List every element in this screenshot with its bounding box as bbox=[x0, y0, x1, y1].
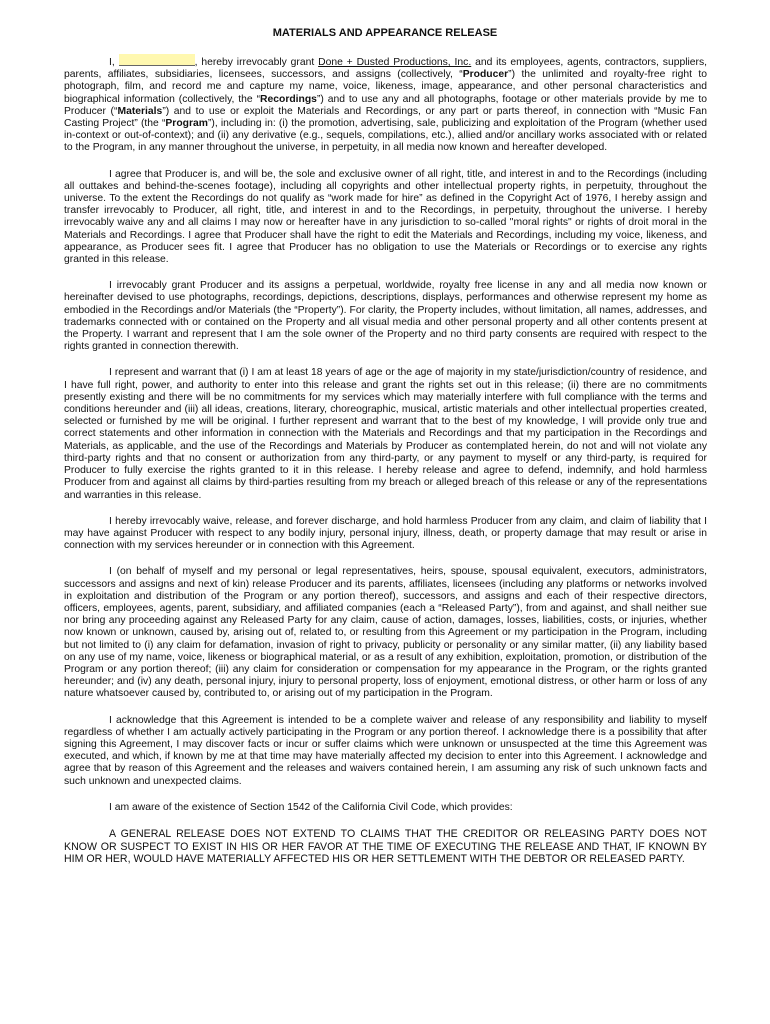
paragraph-section-1542: A GENERAL RELEASE DOES NOT EXTEND TO CLAIMS THAT THE CREDITOR OR RELEASING PARTY DOES NOT KNOW OR SUSPECT TO EXIST IN HIS OR HER FAVOR AT THE TIME OF EXECUTING THE RELEASE AND THAT, IF KNOWN BY HIM OR HER, WOULD HAVE MATERIALLY AFFECTED HIS OR HER SETTLEMENT WITH THE DEBTOR OR RELEASED PARTY. bbox=[64, 827, 707, 866]
paragraph-release: I (on behalf of myself and my personal or legal representatives, heirs, spouse, spousal equivalent, executors, administrators, successors and assigns and next of kin) release Producer and its parents, affiliates, licensees (including any platforms or networks involved in exploitation and distribution of the Program or any portion thereof), successors, and assigns and each of their respective directors, officers, employees, agents, parent, subsidiary, and affiliated companies (each a “Released Party”), from and against, and shall neither sue nor bring any proceeding against any Released Party for any claim, cause of action, damages, losses, liabilities, costs, or injuries, whether now known or unknown, caused by, arising out of, related to, or resulting from this Agreement or my participation in the Program, including but not limited to (i) any claim for defamation, invasion of right to privacy, publicity or personality or any similar matter, (ii) any liability based on any use of my name, voice, likeness or biographical material, or as a result of any exhibition, exploitation, promotion, or distribution of the Program or any portion thereof; (iii) any claim for consideration or compensation for my appearance in the Program, or the rights granted hereunder; and (iv) any death, personal injury, injury to personal property, loss of enjoyment, emotional distress, or other harm or loss of any nature whatsoever caused by, contributed to, or arising out of my participation in the Program. bbox=[64, 566, 707, 700]
grant-text-b: and its employees, agents, contractors, suppliers, parents, affiliates, subsidiaries, licensees, successors, and assigns (collectively, “ bbox=[64, 57, 708, 81]
paragraph-civil-code: I am aware of the existence of Section 1542 of the California Civil Code, which provides: bbox=[109, 801, 513, 813]
document-title: MATERIALS AND APPEARANCE RELEASE bbox=[272, 27, 498, 39]
grant-text-c: ”) the unlimited and royalty-free right to photograph, film, and record me and capture my name, voice, likeness, image, appearance, and other personal characteristics and biographical information (collectively, the “ bbox=[64, 69, 707, 105]
grant-text-a: , hereby irrevocably grant bbox=[194, 57, 315, 68]
term-recordings: Recordings bbox=[260, 93, 317, 105]
paragraph-waiver: I hereby irrevocably waive, release, and forever discharge, and hold harmless Producer from any claim, and claim of liability that I may have against Producer with respect to any bodily injury, personal injury, illness, death, or property damage that may result or arise in connection with my services hereunder or in connection with this Agreement. bbox=[64, 515, 707, 552]
paragraph-property-license: I irrevocably grant Producer and its assigns a perpetual, worldwide, royalty free license in any and all media now known or hereinafter devised to use photographs, recordings, depictions, descriptions, displays, performances and otherwise represent my home as embodied in the Recordings and/or Materials (the “Property”). For clarity, the Property includes, without limitation, all names, addresses, and trademarks connected with or contained on the Property and all visual media and other personal property and all other contents present at the Property. I warrant and represent that I am the sole owner of the Property and no third party consents are required with respect to the rights granted in connection therewith. bbox=[64, 280, 707, 353]
grant-intro: I, bbox=[109, 57, 115, 68]
grant-text-e: ”) and to use or exploit the Materials and Recordings, or any part or parts thereof, in connection with “Music Fan Casting Project” (the “ bbox=[64, 105, 708, 130]
grant-text-f: ”), including in: (i) the promotion, advertising, sale, publicizing and exploitation of the Program (whether used in-context or out-of-context); and (ii) any derivative (e.g., sequels, compilations, etc.), allied and/or ancillary works associated with or related to the Program, in any manner throughout the universe, in perpetuity, in all media now known and hereafter developed. bbox=[64, 118, 707, 154]
name-input-field[interactable] bbox=[119, 54, 195, 66]
grant-text-d: ”) and to use any and all photographs, footage or other materials provide by me to Producer (“ bbox=[64, 93, 707, 117]
paragraph-representations: I represent and warrant that (i) I am at least 18 years of age or the age of majority in my state/jurisdiction/country of residence, and I have full right, power, and authority to enter into this release and grant the rights set out in this release; (ii) there are no commitments presently existing and there will be no commitments for my services which may materially interfere with full compliance with the terms and conditions hereunder and (iii) all ideas, creations, literary, choreographic, musical, artistic materials and other intellectual properties created, selected or furnished by me will be original. I further represent and warrant that to the best of my knowledge, I will provide only true and correct statements and other information in connection with the Materials and Recordings and that my participation in the Recordings and Materials, as applicable, and the use of the Recordings and Materials by Producer as contemplated herein, do not and will not violate any third-party rights and that no consent or authorization from any third-party, or any payment to myself or any third-party, is required for Producer to fully exercise the rights granted to it in this release. I hereby release and agree to defend, indemnify, and hold harmless Producer from and against all claims by third-parties resulting from my breach or alleged breach of this release or any of the representations and warranties in this release. bbox=[64, 367, 707, 501]
term-producer: Producer bbox=[462, 69, 509, 81]
grantee-name: Done + Dusted Productions, Inc. bbox=[318, 57, 472, 68]
term-materials: Materials bbox=[117, 105, 163, 117]
paragraph-ownership: I agree that Producer is, and will be, the sole and exclusive owner of all right, title, and interest in and to the Recordings (including all outtakes and behind-the-scenes footage), including all copyrights and other intellectual property rights, in perpetuity, throughout the universe. To the extent the Recordings do not qualify as “work made for hire” as defined in the Copyright Act of 1976, I hereby assign and transfer irrevocably to Producer, all right, title, and interest in and to the Recordings, in perpetuity, throughout the universe. I hereby irrevocably waive any and all claims I may now or hereafter have in any jurisdiction to so-called "moral rights" or rights of droit moral in the Materials and Recordings. I agree that Producer shall have the right to edit the Materials and Recordings, including my voice, likeness, and appearance, as Producer sees fit. I agree that Producer has no obligation to use the Materials or Recordings or to exercise any rights granted in this release. bbox=[64, 168, 707, 266]
document-body bbox=[64, 54, 707, 880]
paragraph-acknowledgement: I acknowledge that this Agreement is intended to be a complete waiver and release of any responsibility and liability to myself regardless of whether I am actually actively participating in the Program or any portion thereof. I acknowledge there is a possibility that after signing this Agreement, I may discover facts or incur or suffer claims which were unknown or unsuspected at the time this Agreement was executed, and which, if known by me at that time may have materially affected my decision to enter into this Agreement. I acknowledge and agree that by reason of this Agreement and the releases and waivers contained herein, I am assuming any risk of such unknown facts and such unknown and unexpected claims. bbox=[64, 714, 707, 787]
term-program: Program bbox=[165, 118, 208, 130]
paragraph-grant bbox=[64, 54, 707, 155]
